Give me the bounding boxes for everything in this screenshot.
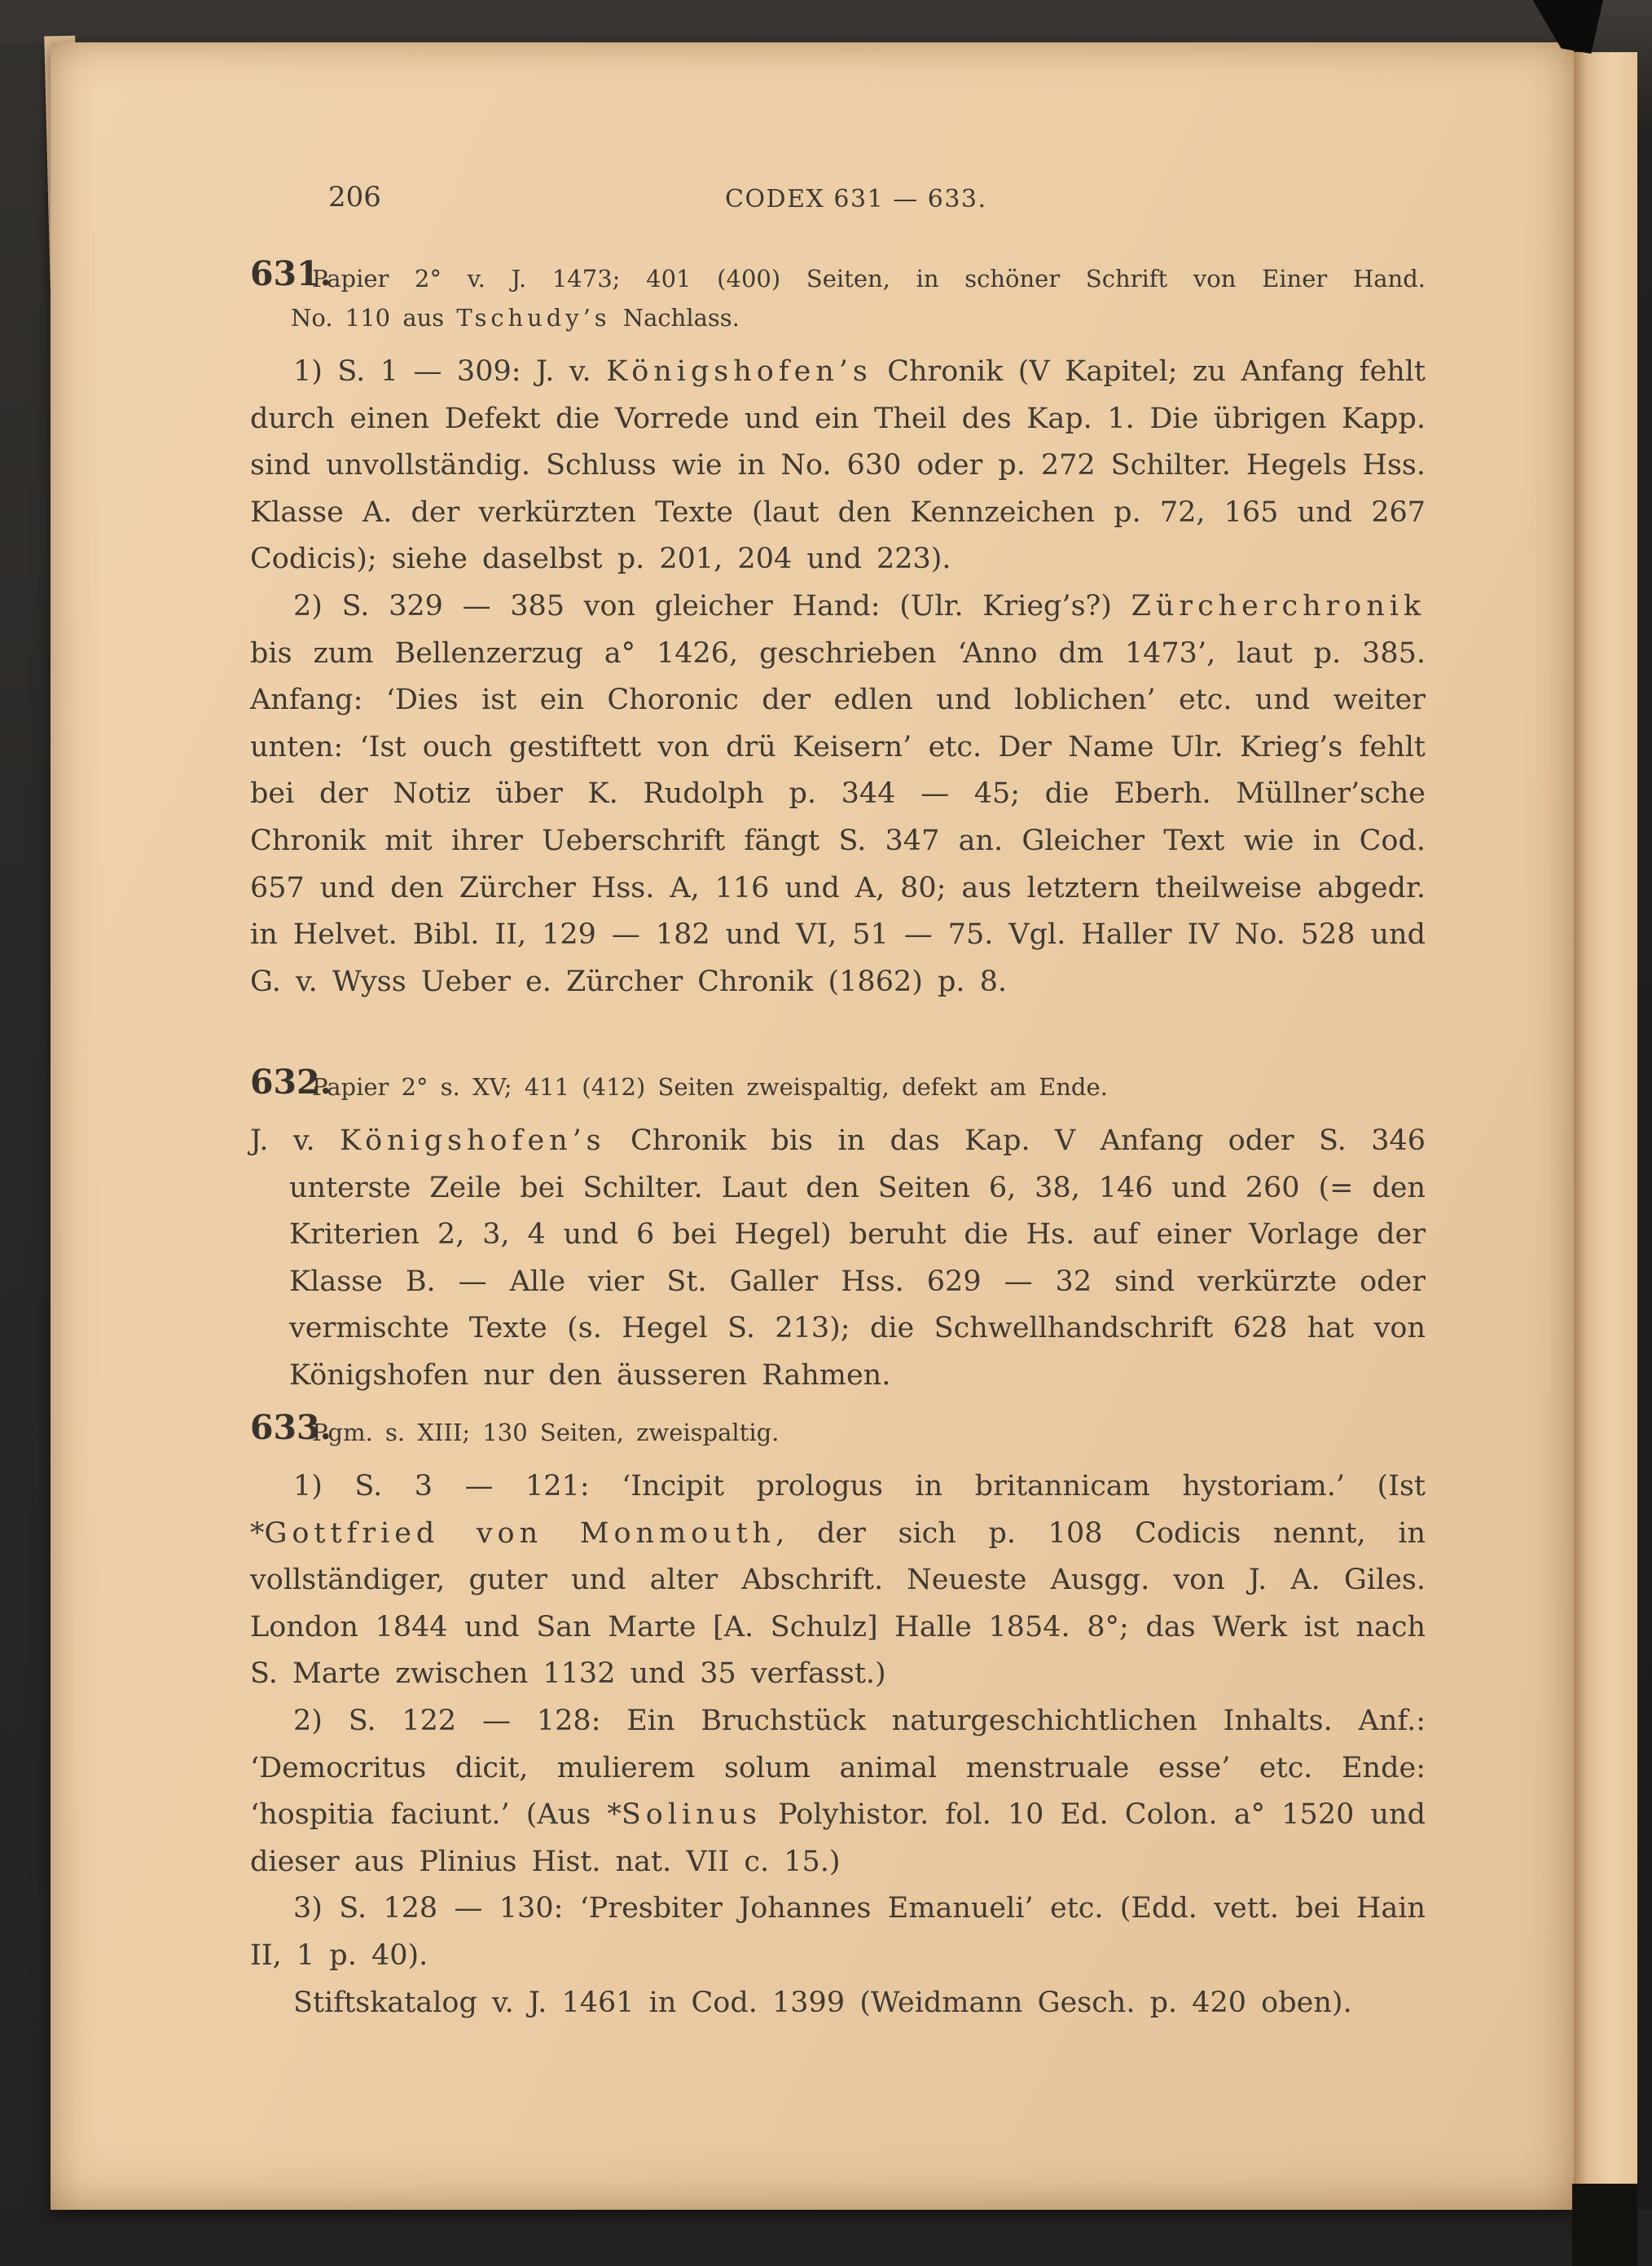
entry-paragraph — [250, 1118, 1426, 1400]
text-segment: Papier 2° s. XV; 411 (412) Seiten zweispaltig, defekt am Ende. — [312, 1073, 1108, 1101]
background-bottom — [0, 2210, 1652, 2266]
text-segment: Stiftskatalog v. J. 1461 in Cod. 1399 (Weidmann Gesch. p. 420 oben). — [293, 1986, 1352, 2019]
catalog-entry-631 — [250, 254, 1426, 1005]
background-top — [0, 0, 1652, 42]
entry-head — [250, 254, 1426, 337]
text-segment: bis zum Bellenzerzug a° 1426, geschrieben ‘Anno dm 1473’, laut p. 385. Anfang: ‘Dies ist ein Choronic der edlen und loblichen’ etc. und weiter unten: ‘Ist ouch gestiftett von drü Keisern’ etc. Der Name Ulr. Krieg’s fehlt bei der Notiz über K. Rudolph p. 344 — 45; die Eberh. Müllner’sche Chronik mit ihrer Ueberschrift fängt S. 347 an. Gleicher Text wie in Cod. 657 und den Zürcher Hss. A, 116 und A, 80; aus letztern theilweise abgedr. in Helvet. Bibl. II, 129 — 182 und VI, 51 — 75. Vgl. Haller IV No. 528 und G. v. Wyss Ueber e. Zürcher Chronik (1862) p. 8. — [250, 636, 1426, 998]
text-segment: Pgm. s. XIII; 130 Seiten, zweispaltig. — [312, 1419, 780, 1446]
entry-head — [250, 1063, 1426, 1107]
entry-number: 633. — [250, 1408, 332, 1447]
catalog-entry-633 — [250, 1408, 1426, 2026]
entry-paragraph — [250, 349, 1426, 583]
descriptor-line — [291, 1067, 1426, 1107]
text-segment: Chronik bis in das Kap. V Anfang oder S. 346 unterste Zeile bei Schilter. Laut den Seiten 6, 38, 146 und 260 (= den Kriterien 2, 3, 4 und 6 bei Hegel) beruht die Hs. auf einer Vorlage der Klasse B. — Alle vier St. Galler Hss. 629 — 32 sind verkürzte oder vermischte Texte (s. Hegel S. 213); die Schwellhandschrift 628 hat von Königshofen nur den äusseren Rahmen. — [289, 1124, 1426, 1392]
background-left — [0, 0, 51, 2266]
entry-paragraph — [250, 583, 1426, 1005]
letterspaced-text: Solinus — [621, 1798, 762, 1832]
letterspaced-text: Königshofen’s — [606, 355, 872, 388]
letterspaced-text: Zürcherchronik — [1131, 589, 1426, 623]
text-segment: 1) S. 3 — 121: ‘Incipit prologus in britannicam hystoriam.’ (Ist * — [250, 1470, 1426, 1550]
text-segment: J. v. — [250, 1124, 340, 1157]
descriptor-line — [291, 1413, 1426, 1452]
entry-paragraph — [250, 1885, 1426, 1979]
catalog-entry-632 — [250, 1063, 1426, 1400]
text-segment: 3) S. 128 — 130: ‘Presbiter Johannes Emanueli’ etc. (Edd. vett. bei Hain II, 1 p. 40). — [250, 1892, 1426, 1972]
folio-number: 206 — [328, 181, 381, 213]
letterspaced-text: Tschudy’s — [456, 304, 611, 332]
entry-paragraph — [250, 1463, 1426, 1698]
text-segment: Chronik (V Kapitel; zu Anfang fehlt durch einen Defekt die Vorrede und ein Theil des Kap. 1. Die übrigen Kapp. sind unvollständig. Schluss wie in No. 630 oder p. 272 Schilter. Hegels Hss. Klasse A. der verkürzten Texte (laut den Kennzeichen p. 72, 165 und 267 Codicis); siehe daselbst p. 201, 204 und 223). — [250, 355, 1426, 576]
text-segment: Papier 2° v. J. 1473; 401 (400) Seiten, in schöner Schrift von Einer Hand. — [312, 265, 1426, 293]
text-segment: Polyhistor. fol. 10 Ed. Colon. a° 1520 und dieser aus Plinius Hist. nat. VII c. 15.) — [250, 1798, 1426, 1878]
letterspaced-text: Gottfried von Monmouth — [264, 1516, 776, 1550]
text-segment: Nachlass. — [610, 304, 740, 332]
entry-paragraph — [250, 1698, 1426, 1885]
letterspaced-text: Königshofen’s — [339, 1124, 606, 1157]
binding-shadow-bottom — [1572, 2184, 1637, 2266]
text-segment: 2) S. 122 — 128: Ein Bruchstück naturgeschichtlichen Inhalts. Anf.: ‘Democritus dicit, mulierem solum animal menstruale esse’ etc. Ende: ‘hospitia faciunt.’ (Aus * — [250, 1704, 1426, 1832]
entry-number: 631. — [250, 254, 332, 293]
next-page-edge — [1574, 52, 1637, 2189]
text-segment: No. 110 aus — [291, 304, 457, 332]
text-segment: 1) S. 1 — 309: J. v. — [293, 355, 607, 388]
descriptor-line — [291, 259, 1426, 298]
text-segment: , der sich p. 108 Codicis nennt, in vollständiger, guter und alter Abschrift. Neueste Ausgg. von J. A. Giles. London 1844 und San Marte [A. Schulz] Halle 1854. 8°; das Werk ist nach S. Marte zwischen 1132 und 35 verfasst.) — [250, 1516, 1426, 1691]
entry-head — [250, 1408, 1426, 1452]
descriptor-line — [291, 298, 1426, 337]
entry-paragraph — [250, 1980, 1426, 2027]
running-head: CODEX 631 — 633. — [725, 185, 987, 213]
entry-number: 632. — [250, 1063, 332, 1102]
text-segment: 2) S. 329 — 385 von gleicher Hand: (Ulr. Krieg’s?) — [293, 589, 1131, 623]
